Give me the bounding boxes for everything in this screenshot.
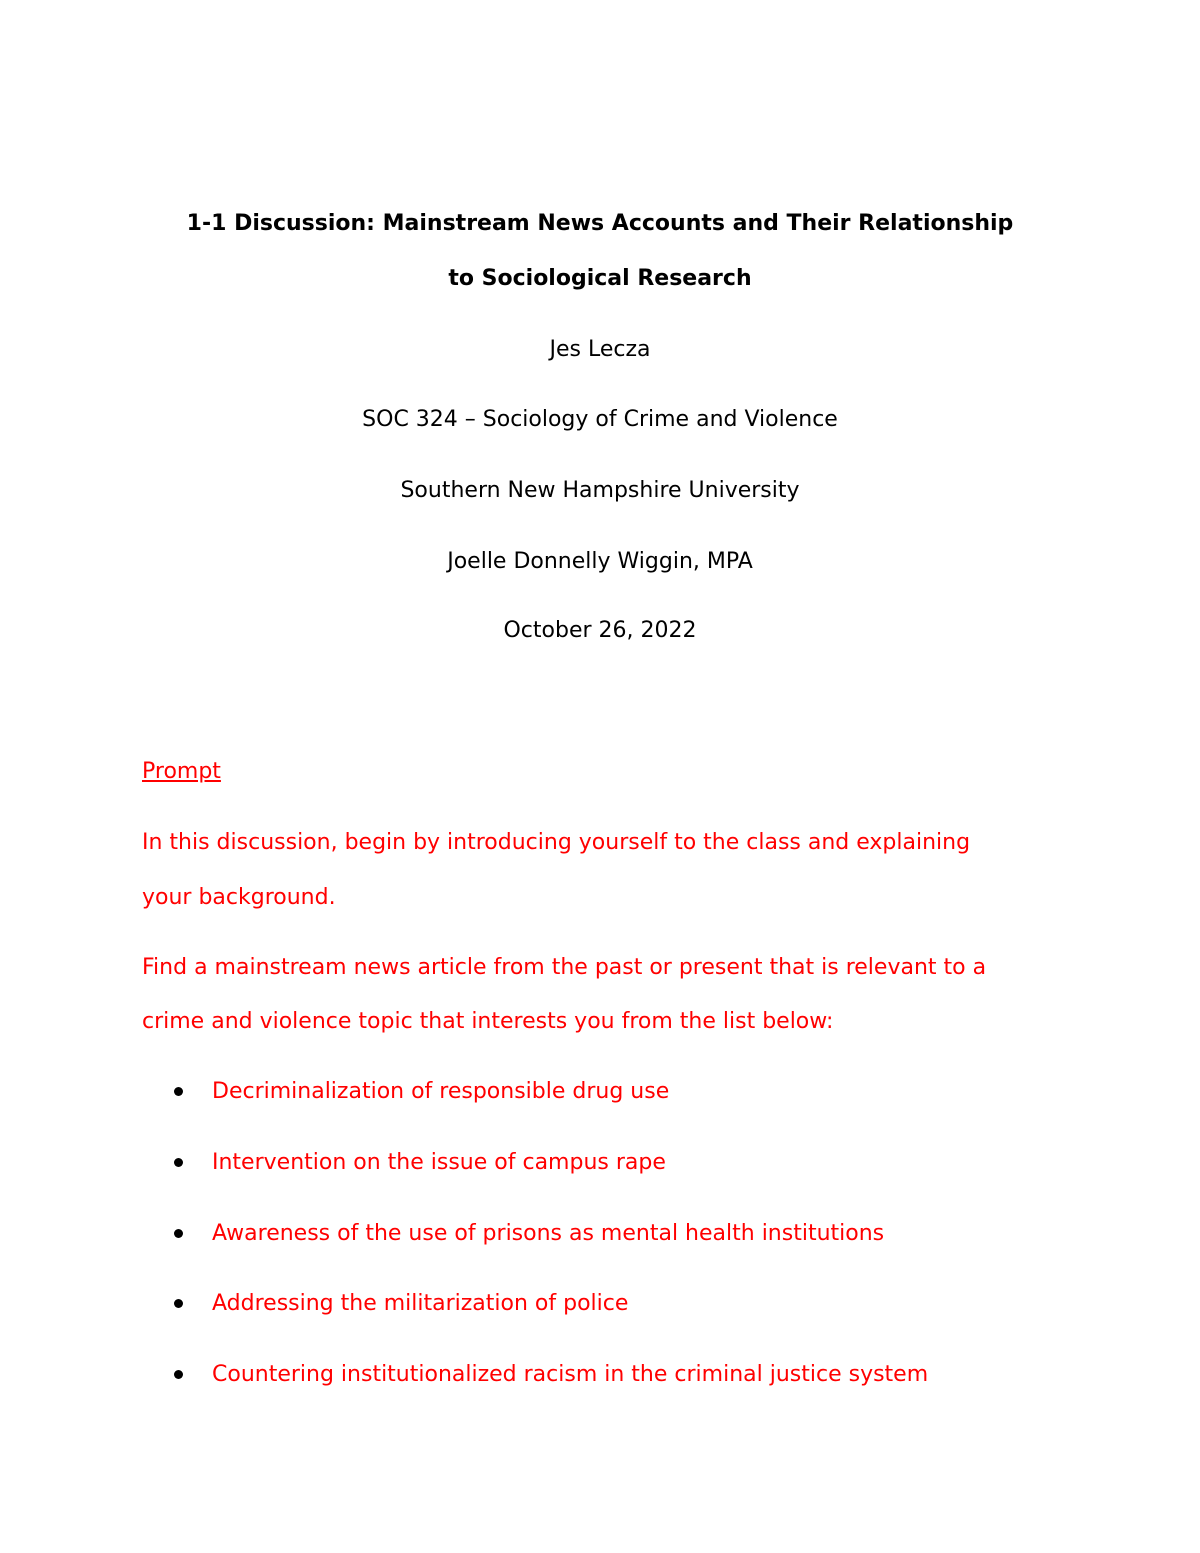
course-name: SOC 324 – Sociology of Crime and Violence <box>362 407 838 432</box>
bullet-icon <box>174 1158 183 1167</box>
prompt-paragraph-2-line-1: Find a mainstream news article from the past or present that is relevant to a <box>142 955 987 980</box>
prompt-paragraph-1-line-2: your background. <box>142 885 336 910</box>
bullet-icon <box>174 1229 183 1238</box>
title-line-2: to Sociological Research <box>448 266 752 291</box>
topic-text: Decriminalization of responsible drug use <box>212 1079 670 1104</box>
author-name: Jes Lecza <box>549 337 651 362</box>
topic-text: Intervention on the issue of campus rape <box>212 1150 666 1175</box>
prompt-paragraph-1-line-1: In this discussion, begin by introducing yourself to the class and explaining <box>142 830 971 855</box>
prompt-heading: Prompt <box>142 759 221 784</box>
institution-name: Southern New Hampshire University <box>400 478 800 503</box>
topic-text: Awareness of the use of prisons as mental health institutions <box>212 1221 885 1246</box>
document-date: October 26, 2022 <box>503 618 697 643</box>
bullet-icon <box>174 1299 183 1308</box>
bullet-icon <box>174 1370 183 1379</box>
topic-text: Addressing the militarization of police <box>212 1291 629 1316</box>
topic-text: Countering institutionalized racism in the criminal justice system <box>212 1362 929 1387</box>
bullet-icon <box>174 1087 183 1096</box>
instructor-name: Joelle Donnelly Wiggin, MPA <box>447 549 753 574</box>
prompt-paragraph-2-line-2: crime and violence topic that interests you from the list below: <box>142 1009 834 1034</box>
title-line-1: 1-1 Discussion: Mainstream News Accounts and Their Relationship <box>186 211 1014 236</box>
